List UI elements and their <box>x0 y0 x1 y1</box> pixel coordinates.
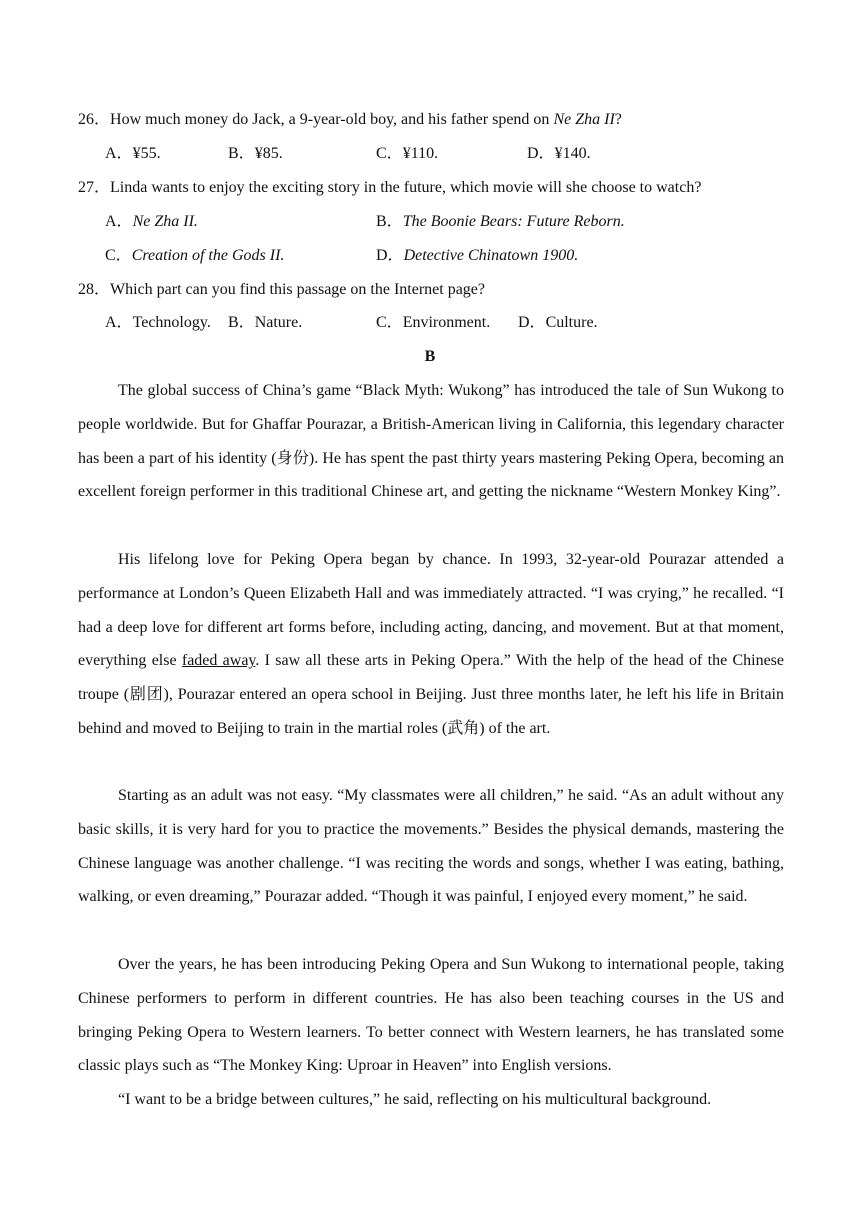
option-c[interactable] <box>376 306 490 340</box>
question-27 <box>78 171 784 205</box>
question-number: 27． <box>78 179 111 196</box>
option-text: Environment. <box>402 314 491 331</box>
option-text: ¥110. <box>402 145 439 162</box>
option-letter: B． <box>376 213 403 230</box>
paragraph-text: His lifelong love for Peking Opera began by chance. In 1993, 32-year-old Pourazar attended a performance at London’s Queen Elizabeth Hall and was immediately attracted. “I was crying,” he recalled. “I had a deep love for different art forms before, including acting, dancing, and movement. But at that moment, everything else <box>78 551 784 670</box>
question-number: 26． <box>78 111 111 128</box>
option-c[interactable] <box>105 239 284 273</box>
option-letter: D． <box>376 247 404 264</box>
option-b[interactable] <box>228 306 302 340</box>
passage-paragraph-3: Starting as an adult was not easy. “My classmates were all children,” he said. “As an adult without any basic skills, it is very hard for you to practice the movements.” Besides the physical demands, mastering the Chinese language was another challenge. “I was reciting the words and songs, whether I was eating, bathing, walking, or even dreaming,” Pourazar added. “Though it was painful, I enjoyed every moment,” he said. <box>78 787 784 906</box>
option-b[interactable] <box>228 137 283 171</box>
option-letter: B． <box>228 145 255 162</box>
question-28-options <box>78 306 784 340</box>
question-27-options-row2 <box>78 239 784 273</box>
option-d[interactable] <box>376 239 578 273</box>
passage-paragraph-1: The global success of China’s game “Black Myth: Wukong” has introduced the tale of Sun Wukong to people worldwide. But for Ghaffar Pourazar, a British-American living in California, this legendary character has been a part of his identity (身份). He has spent the past thirty years mastering Peking Opera, becoming an excellent foreign performer in this traditional Chinese art, and getting the nickname “Western Monkey King”. <box>78 382 784 501</box>
question-stem-title: Ne Zha II <box>553 111 615 128</box>
question-26 <box>78 103 784 137</box>
option-text: Nature. <box>254 314 303 331</box>
question-28 <box>78 273 784 307</box>
option-letter: A． <box>105 145 133 162</box>
option-a[interactable] <box>105 306 211 340</box>
option-letter: A． <box>105 314 133 331</box>
question-stem-end: ? <box>614 111 622 128</box>
option-letter: D． <box>527 145 555 162</box>
section-heading: B <box>424 348 436 365</box>
option-letter: C． <box>376 314 403 331</box>
question-26-options <box>78 137 784 171</box>
option-c[interactable] <box>376 137 438 171</box>
option-text: Ne Zha II. <box>132 213 198 230</box>
option-letter: D． <box>518 314 546 331</box>
passage-paragraph-5: “I want to be a bridge between cultures,” he said, reflecting on his multicultural background. <box>118 1091 712 1108</box>
question-stem: Which part can you find this passage on the Internet page? <box>110 281 485 298</box>
paragraph-text-rest: . I saw all these arts in Peking Opera.” With the help of the head of the Chinese troupe (剧团), Pourazar entered an opera school in Beijing. Just three months later, he left his life in Britain behind and moved to Beijing to train in the martial roles (武角) of the art. <box>78 652 785 737</box>
option-d[interactable] <box>518 306 598 340</box>
option-letter: A． <box>105 213 133 230</box>
option-text: Detective Chinatown 1900. <box>403 247 579 264</box>
question-stem: How much money do Jack, a 9-year-old boy, and his father spend on <box>110 111 554 128</box>
option-text: Culture. <box>545 314 598 331</box>
passage-paragraph-2 <box>78 543 784 746</box>
option-b[interactable] <box>376 205 625 239</box>
underlined-phrase: faded away <box>181 652 256 670</box>
question-number: 28． <box>78 281 111 298</box>
option-text: The Boonie Bears: Future Reborn. <box>402 213 625 230</box>
option-text: ¥85. <box>254 145 283 162</box>
option-text: Creation of the Gods II. <box>131 247 285 264</box>
option-text: Technology. <box>132 314 211 331</box>
question-stem: Linda wants to enjoy the exciting story in the future, which movie will she choose to watch? <box>110 179 702 196</box>
option-a[interactable] <box>105 137 161 171</box>
option-text: ¥140. <box>554 145 591 162</box>
passage-paragraph-4: Over the years, he has been introducing Peking Opera and Sun Wukong to international people, taking Chinese performers to perform in different countries. He has also been teaching courses in the US and bringing Peking Opera to Western learners. To better connect with Western learners, he has translated some classic plays such as “The Monkey King: Uproar in Heaven” into English versions. <box>78 956 784 1075</box>
option-text: ¥55. <box>132 145 161 162</box>
option-letter: C． <box>105 247 132 264</box>
option-letter: C． <box>376 145 403 162</box>
option-d[interactable] <box>527 137 591 171</box>
option-a[interactable] <box>105 205 198 239</box>
option-letter: B． <box>228 314 255 331</box>
question-27-options-row1 <box>78 205 784 239</box>
